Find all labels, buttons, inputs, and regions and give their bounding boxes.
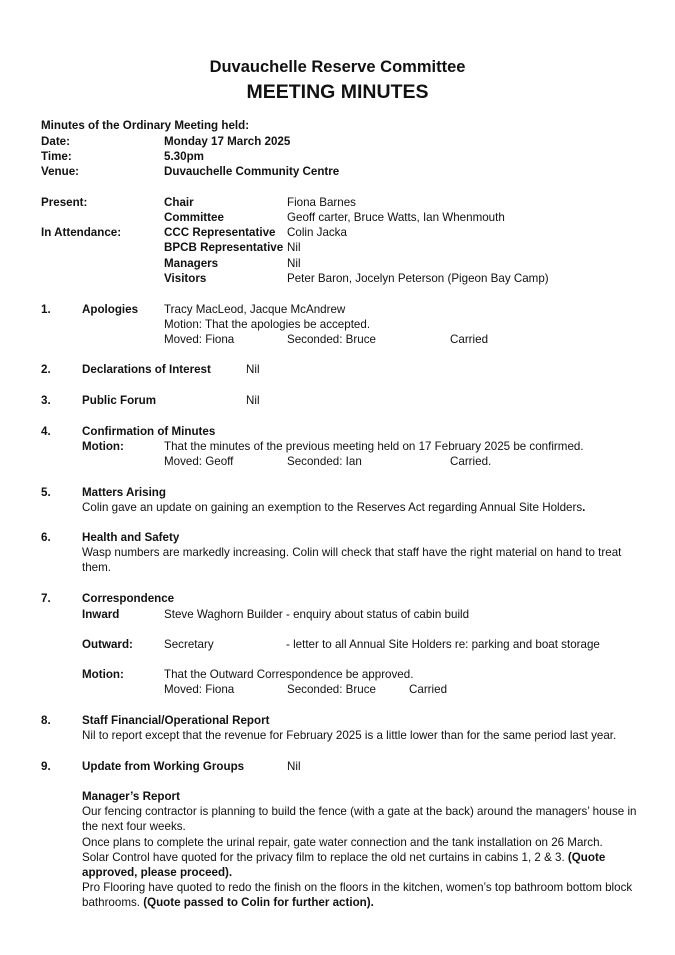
apologies-names: Tracy MacLeod, Jacque McAndrew — [164, 303, 346, 316]
health-safety-heading: Health and Safety — [82, 531, 180, 544]
outward-from: Secretary — [164, 638, 214, 651]
outward-label: Outward: — [82, 638, 133, 651]
matters-arising-body: Colin gave an update on gaining an exemption to the Reserves Act regarding Annual Site Holders — [82, 501, 583, 514]
attendance-role: BPCB Representative — [164, 241, 284, 254]
seconded-by: Seconded: Bruce — [287, 333, 376, 346]
correspondence-motion: That the Outward Correspondence be approved. — [164, 668, 414, 681]
outward-text: - letter to all Annual Site Holders re: parking and boat storage — [286, 638, 600, 651]
organisation-name: Duvauchelle Reserve Committee — [209, 58, 466, 76]
moved-by: Moved: Geoff — [164, 455, 234, 468]
inward-from: Steve Waghorn Builder — [164, 608, 283, 621]
date-value: Monday 17 March 2025 — [164, 135, 291, 148]
present-label: Present: — [41, 196, 88, 209]
managers-report-paragraph — [82, 850, 642, 880]
declarations-value: Nil — [246, 363, 260, 376]
item-number: 1. — [41, 303, 51, 316]
motion-label: Motion: — [82, 668, 124, 681]
managers-report-text: Pro Flooring have quoted to redo the finish on the floors in the kitchen, women’s top bathroom bottom block bathrooms. — [82, 881, 633, 909]
seconded-by: Seconded: Bruce — [287, 683, 376, 696]
time-label: Time: — [41, 150, 72, 163]
working-groups-heading: Update from Working Groups — [82, 760, 245, 773]
attendance-role: Chair — [164, 196, 194, 209]
apologies-motion: Motion: That the apologies be accepted. — [164, 318, 371, 331]
managers-report-paragraph: Our fencing contractor is planning to build the fence (with a gate at the back) around the managers’ house in the next four weeks. — [82, 805, 637, 833]
seconded-by: Seconded: Ian — [287, 455, 362, 468]
correspondence-heading: Correspondence — [82, 592, 175, 605]
in-attendance-label: In Attendance: — [41, 226, 122, 239]
health-safety-text: Wasp numbers are markedly increasing. Colin will check that staff have the right material on hand to treat them. — [82, 546, 622, 574]
item-number: 5. — [41, 486, 51, 499]
document-title: MEETING MINUTES — [246, 81, 429, 103]
declarations-heading: Declarations of Interest — [82, 363, 211, 376]
motion-result: Carried. — [450, 455, 492, 468]
confirmation-motion: That the minutes of the previous meeting held on 17 February 2025 be confirmed. — [164, 440, 584, 453]
moved-by: Moved: Fiona — [164, 683, 235, 696]
public-forum-value: Nil — [246, 394, 260, 407]
attendance-role: Committee — [164, 211, 224, 224]
staff-report-text: Nil to report except that the revenue for February 2025 is a little lower than for the same period last year. — [82, 729, 617, 742]
managers-report-text: Solar Control have quoted for the privacy film to replace the old net curtains in cabins 1, 2 & 3. — [82, 851, 568, 864]
attendance-names: Colin Jacka — [287, 226, 347, 239]
item-number: 7. — [41, 592, 51, 605]
attendance-role: Managers — [164, 257, 219, 270]
item-number: 2. — [41, 363, 51, 376]
managers-report-heading: Manager’s Report — [82, 790, 180, 803]
attendance-names: Nil — [287, 257, 301, 270]
attendance-names: Peter Baron, Jocelyn Peterson (Pigeon Bay Camp) — [287, 272, 549, 285]
managers-report-paragraph: Once plans to complete the urinal repair, gate water connection and the tank installation on 26 March. — [82, 836, 603, 849]
item-number: 8. — [41, 714, 51, 727]
date-label: Date: — [41, 135, 70, 148]
managers-report-note: (Quote approved, please proceed). — [82, 851, 606, 879]
attendance-names: Fiona Barnes — [287, 196, 356, 209]
matters-arising-text — [82, 500, 585, 515]
item-number: 4. — [41, 425, 51, 438]
item-number: 9. — [41, 760, 51, 773]
working-groups-value: Nil — [287, 760, 301, 773]
confirmation-heading: Confirmation of Minutes — [82, 425, 216, 438]
attendance-names: Nil — [287, 241, 301, 254]
venue-label: Venue: — [41, 165, 80, 178]
managers-report-note: (Quote passed to Colin for further action). — [143, 896, 374, 909]
motion-result: Carried — [409, 683, 448, 696]
attendance-role: CCC Representative — [164, 226, 276, 239]
inward-label: Inward — [82, 608, 120, 621]
time-value: 5.30pm — [164, 150, 204, 163]
inward-text: - enquiry about status of cabin build — [286, 608, 470, 621]
meeting-heading: Minutes of the Ordinary Meeting held: — [41, 119, 250, 132]
attendance-names: Geoff carter, Bruce Watts, Ian Whenmouth — [287, 211, 505, 224]
apologies-heading: Apologies — [82, 303, 139, 316]
venue-value: Duvauchelle Community Centre — [164, 165, 340, 178]
moved-by: Moved: Fiona — [164, 333, 235, 346]
item-number: 3. — [41, 394, 51, 407]
public-forum-heading: Public Forum — [82, 394, 157, 407]
motion-label: Motion: — [82, 440, 124, 453]
matters-arising-period: . — [582, 501, 586, 514]
managers-report-paragraph — [82, 880, 642, 910]
attendance-role: Visitors — [164, 272, 207, 285]
item-number: 6. — [41, 531, 51, 544]
motion-result: Carried — [450, 333, 489, 346]
matters-arising-heading: Matters Arising — [82, 486, 166, 499]
staff-report-heading: Staff Financial/Operational Report — [82, 714, 270, 727]
